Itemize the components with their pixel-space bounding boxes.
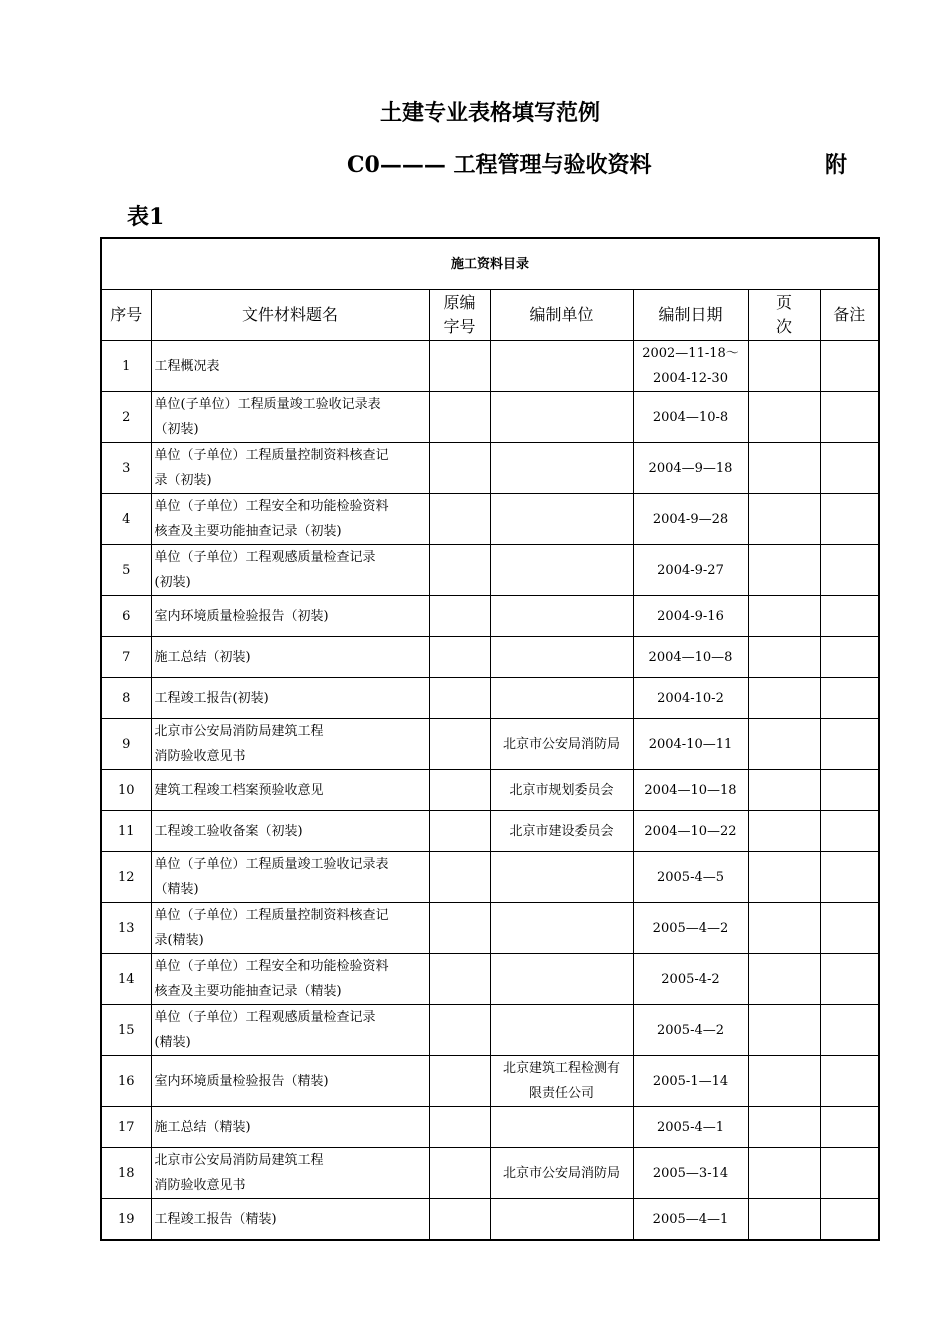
row-number-cell: 15	[101, 1005, 151, 1056]
original-number-cell	[429, 852, 490, 903]
table-row	[101, 1107, 879, 1148]
row-number-cell: 12	[101, 852, 151, 903]
note-cell	[820, 852, 879, 903]
page-cell	[748, 443, 820, 494]
page-cell	[748, 811, 820, 852]
title-cell: 室内环境质量检验报告（精装)	[151, 1056, 429, 1107]
title-cell: 工程概况表	[151, 341, 429, 392]
unit-cell: 北京市规划委员会	[490, 770, 633, 811]
unit-cell	[490, 596, 633, 637]
page-cell	[748, 637, 820, 678]
page-cell	[748, 392, 820, 443]
note-cell	[820, 954, 879, 1005]
row-number-cell: 11	[101, 811, 151, 852]
table-row	[101, 1199, 879, 1241]
table-row	[101, 443, 879, 494]
table-row	[101, 678, 879, 719]
row-number-cell: 3	[101, 443, 151, 494]
note-cell	[820, 1107, 879, 1148]
table-row	[101, 494, 879, 545]
page-cell	[748, 1199, 820, 1241]
table-row	[101, 1056, 879, 1107]
original-number-cell	[429, 341, 490, 392]
title-cell: 北京市公安局消防局建筑工程 消防验收意见书	[151, 1148, 429, 1199]
date-cell: 2005-4-2	[633, 954, 748, 1005]
unit-cell	[490, 1107, 633, 1148]
title-cell: 单位（子单位）工程质量控制资料核查记 录（初装)	[151, 443, 429, 494]
row-number-cell: 8	[101, 678, 151, 719]
page-cell	[748, 1107, 820, 1148]
page-cell	[748, 719, 820, 770]
original-number-cell	[429, 903, 490, 954]
note-cell	[820, 443, 879, 494]
row-number-cell: 14	[101, 954, 151, 1005]
table-row	[101, 852, 879, 903]
note-cell	[820, 1199, 879, 1241]
table-row	[101, 392, 879, 443]
title-cell: 施工总结（精装)	[151, 1107, 429, 1148]
page-cell	[748, 341, 820, 392]
date-cell: 2004-9-16	[633, 596, 748, 637]
original-number-cell	[429, 1107, 490, 1148]
document-title: 土建专业表格填写范例	[379, 100, 600, 126]
note-cell	[820, 1056, 879, 1107]
title-cell: 施工总结（初装)	[151, 637, 429, 678]
row-number-cell: 7	[101, 637, 151, 678]
date-cell: 2004—10—22	[633, 811, 748, 852]
original-number-cell	[429, 811, 490, 852]
row-number-cell: 5	[101, 545, 151, 596]
note-cell	[820, 719, 879, 770]
row-number-cell: 19	[101, 1199, 151, 1241]
unit-cell	[490, 545, 633, 596]
date-cell: 2004—10—8	[633, 637, 748, 678]
original-number-cell	[429, 1056, 490, 1107]
unit-cell	[490, 954, 633, 1005]
row-number-cell: 18	[101, 1148, 151, 1199]
unit-cell	[490, 494, 633, 545]
unit-cell	[490, 341, 633, 392]
original-number-cell	[429, 1199, 490, 1241]
page-cell	[748, 954, 820, 1005]
original-number-cell	[429, 637, 490, 678]
page-cell	[748, 494, 820, 545]
table-row	[101, 903, 879, 954]
note-cell	[820, 903, 879, 954]
note-cell	[820, 392, 879, 443]
unit-cell	[490, 1199, 633, 1241]
header-cell: 编制日期	[633, 290, 748, 341]
date-cell: 2002—11-18～ 2004-12-30	[633, 341, 748, 392]
document-subtitle	[347, 148, 848, 179]
date-cell: 2004—10-8	[633, 392, 748, 443]
header-cell: 编制单位	[490, 290, 633, 341]
page-cell	[748, 1005, 820, 1056]
row-number-cell: 1	[101, 341, 151, 392]
date-cell: 2004-10-2	[633, 678, 748, 719]
page-cell	[748, 678, 820, 719]
row-number-cell: 9	[101, 719, 151, 770]
title-cell: 工程竣工验收备案（初装)	[151, 811, 429, 852]
header-cell: 原编 字号	[429, 290, 490, 341]
unit-cell	[490, 852, 633, 903]
table-row	[101, 596, 879, 637]
row-number-cell: 10	[101, 770, 151, 811]
date-cell: 2004-10—11	[633, 719, 748, 770]
table-header-row	[101, 290, 879, 341]
table-row	[101, 1148, 879, 1199]
unit-cell	[490, 903, 633, 954]
original-number-cell	[429, 770, 490, 811]
header-cell: 页 次	[748, 290, 820, 341]
title-cell: 工程竣工报告(初装)	[151, 678, 429, 719]
row-number-cell: 17	[101, 1107, 151, 1148]
page-cell	[748, 903, 820, 954]
date-cell: 2005-4—1	[633, 1107, 748, 1148]
title-cell: 单位（子单位）工程质量竣工验收记录表 （精装)	[151, 852, 429, 903]
title-cell: 单位（子单位）工程安全和功能检验资料 核查及主要功能抽查记录（精装)	[151, 954, 429, 1005]
unit-cell	[490, 392, 633, 443]
table-row	[101, 811, 879, 852]
table-row	[101, 637, 879, 678]
date-cell: 2004—9—18	[633, 443, 748, 494]
note-cell	[820, 811, 879, 852]
title-cell: 工程竣工报告（精装)	[151, 1199, 429, 1241]
note-cell	[820, 637, 879, 678]
unit-cell	[490, 1005, 633, 1056]
date-cell: 2005—3-14	[633, 1148, 748, 1199]
date-cell: 2005—4—1	[633, 1199, 748, 1241]
page-cell	[748, 596, 820, 637]
table-row	[101, 341, 879, 392]
catalog-table	[100, 237, 880, 1241]
note-cell	[820, 545, 879, 596]
note-cell	[820, 678, 879, 719]
header-cell: 序号	[101, 290, 151, 341]
page-cell	[748, 852, 820, 903]
unit-cell	[490, 637, 633, 678]
row-number-cell: 16	[101, 1056, 151, 1107]
original-number-cell	[429, 954, 490, 1005]
original-number-cell	[429, 678, 490, 719]
original-number-cell	[429, 443, 490, 494]
note-cell	[820, 341, 879, 392]
page-cell	[748, 545, 820, 596]
note-cell	[820, 770, 879, 811]
date-cell: 2004-9—28	[633, 494, 748, 545]
title-cell: 单位(子单位）工程质量竣工验收记录表 （初装)	[151, 392, 429, 443]
note-cell	[820, 494, 879, 545]
title-cell: 建筑工程竣工档案预验收意见	[151, 770, 429, 811]
original-number-cell	[429, 545, 490, 596]
original-number-cell	[429, 392, 490, 443]
table-row	[101, 770, 879, 811]
unit-cell: 北京市建设委员会	[490, 811, 633, 852]
original-number-cell	[429, 719, 490, 770]
row-number-cell: 6	[101, 596, 151, 637]
date-cell: 2004—10—18	[633, 770, 748, 811]
unit-cell	[490, 443, 633, 494]
page-cell	[748, 1056, 820, 1107]
note-cell	[820, 596, 879, 637]
page-cell	[748, 770, 820, 811]
unit-cell: 北京建筑工程检测有 限责任公司	[490, 1056, 633, 1107]
table-row	[101, 954, 879, 1005]
original-number-cell	[429, 1148, 490, 1199]
table-row	[101, 545, 879, 596]
header-cell: 文件材料题名	[151, 290, 429, 341]
original-number-cell	[429, 494, 490, 545]
unit-cell	[490, 678, 633, 719]
date-cell: 2005-4—2	[633, 1005, 748, 1056]
date-cell: 2005-4—5	[633, 852, 748, 903]
row-number-cell: 2	[101, 392, 151, 443]
table-caption: 施工资料目录	[101, 238, 879, 290]
title-cell: 单位（子单位）工程观感质量检查记录 (初装)	[151, 545, 429, 596]
original-number-cell	[429, 596, 490, 637]
title-cell: 单位（子单位）工程安全和功能检验资料 核查及主要功能抽查记录（初装)	[151, 494, 429, 545]
date-cell: 2005-1—14	[633, 1056, 748, 1107]
header-cell: 备注	[820, 290, 879, 341]
title-cell: 北京市公安局消防局建筑工程 消防验收意见书	[151, 719, 429, 770]
date-cell: 2004-9-27	[633, 545, 748, 596]
subtitle-left: C0——— 工程管理与验收资料	[347, 152, 652, 178]
title-cell: 单位（子单位）工程质量控制资料核查记 录(精装)	[151, 903, 429, 954]
table-row	[101, 719, 879, 770]
row-number-cell: 13	[101, 903, 151, 954]
unit-cell: 北京市公安局消防局	[490, 1148, 633, 1199]
note-cell	[820, 1148, 879, 1199]
table-row	[101, 1005, 879, 1056]
title-cell: 单位（子单位）工程观感质量检查记录 (精装)	[151, 1005, 429, 1056]
original-number-cell	[429, 1005, 490, 1056]
page-cell	[748, 1148, 820, 1199]
unit-cell: 北京市公安局消防局	[490, 719, 633, 770]
title-cell: 室内环境质量检验报告（初装)	[151, 596, 429, 637]
date-cell: 2005—4—2	[633, 903, 748, 954]
row-number-cell: 4	[101, 494, 151, 545]
subtitle-right: 附	[825, 152, 848, 178]
table-label: 表1	[127, 204, 165, 230]
note-cell	[820, 1005, 879, 1056]
